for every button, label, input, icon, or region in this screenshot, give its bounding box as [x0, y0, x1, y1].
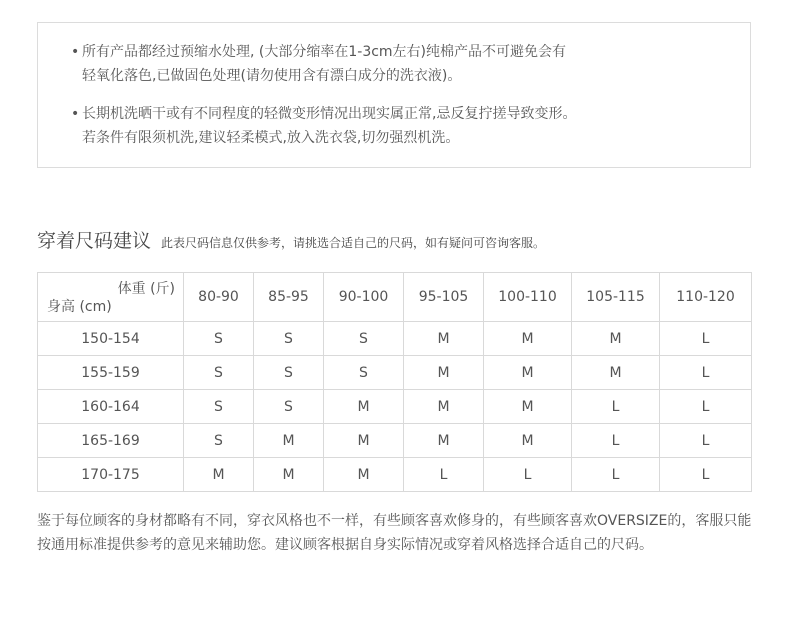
- table-row: [38, 356, 752, 390]
- care-item-line: 轻氧化落色,已做固色处理(请勿使用含有漂白成分的洗衣液)。: [82, 68, 462, 84]
- care-item-line: 长期机洗晒干或有不同程度的轻微变形情况出现实属正常,忌反复拧搓导致变形。: [82, 106, 577, 122]
- corner-header: [38, 273, 184, 322]
- bullet-icon: •: [71, 44, 80, 60]
- size-cell: M: [404, 424, 484, 458]
- size-cell: M: [324, 458, 404, 492]
- size-cell: S: [324, 322, 404, 356]
- size-disclaimer: 鉴于每位顾客的身材都略有不同，穿衣风格也不一样，有些顾客喜欢修身的，有些顾客喜欢OVERSIZE的，客服只能按通用标准提供参考的意见来辅助您。建议顾客根据自身实际情况或穿着风格选择合适自己的尺码。: [37, 513, 752, 553]
- size-guide-heading: [37, 226, 545, 253]
- weight-header: 90-100: [324, 273, 404, 322]
- care-item: [71, 102, 730, 150]
- size-cell: M: [254, 458, 324, 492]
- care-item-line: 若条件有限须机洗,建议轻柔模式,放入洗衣袋,切勿强烈机洗。: [82, 130, 460, 146]
- size-guide-subtitle: 此表尺码信息仅供参考，请挑选合适自己的尺码，如有疑问可咨询客服。: [161, 236, 546, 250]
- size-cell: L: [572, 424, 660, 458]
- care-item: [71, 40, 730, 88]
- size-cell: M: [484, 390, 572, 424]
- weight-header: 95-105: [404, 273, 484, 322]
- size-cell: M: [324, 390, 404, 424]
- size-cell: L: [660, 322, 752, 356]
- height-cell: 160-164: [38, 390, 184, 424]
- size-cell: L: [660, 390, 752, 424]
- height-cell: 150-154: [38, 322, 184, 356]
- size-cell: L: [660, 458, 752, 492]
- weight-header: 85-95: [254, 273, 324, 322]
- weight-label: 体重 (斤): [117, 281, 175, 297]
- table-row: [38, 424, 752, 458]
- size-cell: L: [484, 458, 572, 492]
- size-cell: S: [254, 390, 324, 424]
- size-cell: M: [404, 322, 484, 356]
- size-cell: M: [254, 424, 324, 458]
- table-row: [38, 322, 752, 356]
- size-cell: M: [404, 356, 484, 390]
- size-cell: S: [184, 322, 254, 356]
- weight-header: 105-115: [572, 273, 660, 322]
- height-cell: 170-175: [38, 458, 184, 492]
- height-cell: 155-159: [38, 356, 184, 390]
- size-cell: L: [660, 356, 752, 390]
- weight-header: 110-120: [660, 273, 752, 322]
- size-cell: S: [324, 356, 404, 390]
- size-cell: M: [184, 458, 254, 492]
- size-cell: S: [184, 390, 254, 424]
- table-row: [38, 390, 752, 424]
- size-cell: L: [404, 458, 484, 492]
- care-instructions-box: [37, 22, 751, 168]
- weight-header: 80-90: [184, 273, 254, 322]
- care-item-line: 所有产品都经过预缩水处理, (大部分缩率在1-3cm左右)纯棉产品不可避免会有: [82, 44, 567, 60]
- size-cell: L: [572, 458, 660, 492]
- size-cell: S: [184, 356, 254, 390]
- size-cell: M: [572, 356, 660, 390]
- height-cell: 165-169: [38, 424, 184, 458]
- size-cell: S: [254, 356, 324, 390]
- bullet-icon: •: [71, 106, 80, 122]
- size-cell: M: [484, 424, 572, 458]
- size-cell: M: [484, 356, 572, 390]
- size-cell: L: [660, 424, 752, 458]
- table-header-row: [38, 273, 752, 322]
- height-label: 身高 (cm): [47, 299, 112, 315]
- weight-header: 100-110: [484, 273, 572, 322]
- size-cell: S: [184, 424, 254, 458]
- size-guide-title: 穿着尺码建议: [37, 230, 152, 252]
- size-chart-table: [37, 272, 752, 492]
- table-row: [38, 458, 752, 492]
- size-cell: M: [484, 322, 572, 356]
- size-cell: M: [404, 390, 484, 424]
- size-cell: S: [254, 322, 324, 356]
- size-cell: M: [572, 322, 660, 356]
- size-cell: L: [572, 390, 660, 424]
- size-cell: M: [324, 424, 404, 458]
